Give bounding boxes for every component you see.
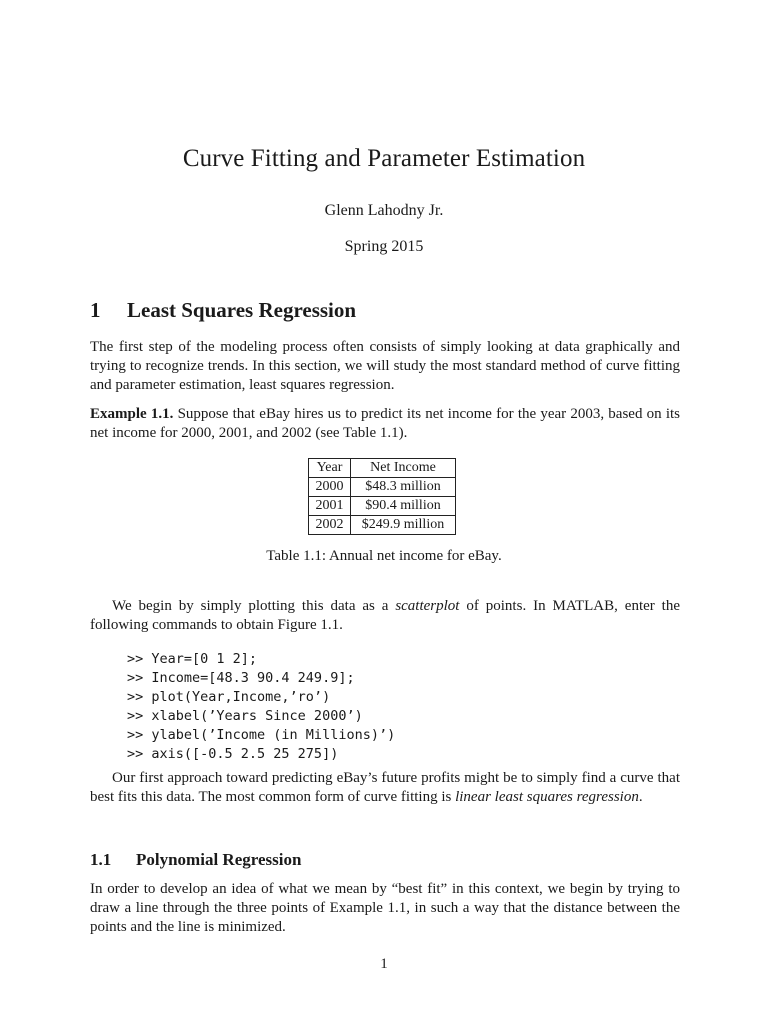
plot-paragraph	[90, 597, 680, 635]
table-caption: Table 1.1: Annual net income for eBay.	[266, 548, 502, 564]
page-number: 1	[380, 956, 388, 972]
document-title: Curve Fitting and Parameter Estimation	[182, 145, 586, 172]
code-line: >> Year=[0 1 2];	[127, 651, 258, 667]
table-header-year: Year	[309, 459, 351, 478]
document-author: Glenn Lahodny Jr.	[324, 202, 444, 219]
subsection-heading	[90, 850, 301, 870]
table-header-income: Net Income	[351, 459, 456, 478]
regression-paragraph: In order to develop an idea of what we mean by “best fit” in this context, we begin by trying to draw a line through the three points of Example 1.1, in such a way that the distance between the points and the line is minimized.	[90, 881, 680, 935]
table-cell-year: 2001	[309, 497, 351, 516]
matlab-code-block	[127, 650, 395, 764]
plot-text-after: of points. In MATLAB, enter the following commands to obtain Figure 1.1.	[90, 598, 680, 633]
table-header-row	[309, 459, 456, 478]
plot-text-before: We begin by simply plotting this data as a	[112, 598, 396, 614]
document-date: Spring 2015	[344, 238, 424, 255]
table-cell-income: $249.9 million	[351, 516, 456, 535]
table-row	[309, 478, 456, 497]
example-paragraph	[90, 405, 680, 443]
approach-text-before: Our first approach toward predicting eBay’s future profits might be to simply find a curve that best fits this data. The most common form of curve fitting is	[90, 770, 680, 805]
code-line: >> ylabel(’Income (in Millions)’)	[127, 727, 396, 743]
code-line: >> axis([-0.5 2.5 25 275])	[127, 746, 339, 762]
example-text: Suppose that eBay hires us to predict its net income for the year 2003, based on its net income for 2000, 2001, and 2002 (see Table 1.1).	[90, 406, 681, 441]
table-cell-income: $90.4 million	[351, 497, 456, 516]
subsection-title: Polynomial Regression	[136, 850, 302, 869]
table-cell-year: 2002	[309, 516, 351, 535]
section-heading	[90, 298, 356, 323]
table-row	[309, 516, 456, 535]
example-label: Example 1.1.	[90, 406, 174, 422]
intro-paragraph: The first step of the modeling process often consists of simply looking at data graphically and trying to recognize trends. In this section, we will study the most standard method of curve fitting and parameter estimation, least squares regression.	[90, 339, 680, 393]
section-title: Least Squares Regression	[127, 298, 357, 322]
subsection-number: 1.1	[90, 850, 112, 869]
code-line: >> Income=[48.3 90.4 249.9];	[127, 670, 355, 686]
approach-paragraph	[90, 769, 680, 807]
plot-emphasis: scatterplot	[395, 598, 460, 614]
income-table	[308, 458, 456, 535]
code-line: >> plot(Year,Income,’ro’)	[127, 689, 331, 705]
section-number: 1	[90, 298, 101, 322]
approach-emphasis: linear least squares regression	[455, 789, 639, 805]
approach-text-after: .	[638, 789, 643, 805]
code-line: >> xlabel(’Years Since 2000’)	[127, 708, 363, 724]
table-cell-income: $48.3 million	[351, 478, 456, 497]
table-cell-year: 2000	[309, 478, 351, 497]
table-row	[309, 497, 456, 516]
